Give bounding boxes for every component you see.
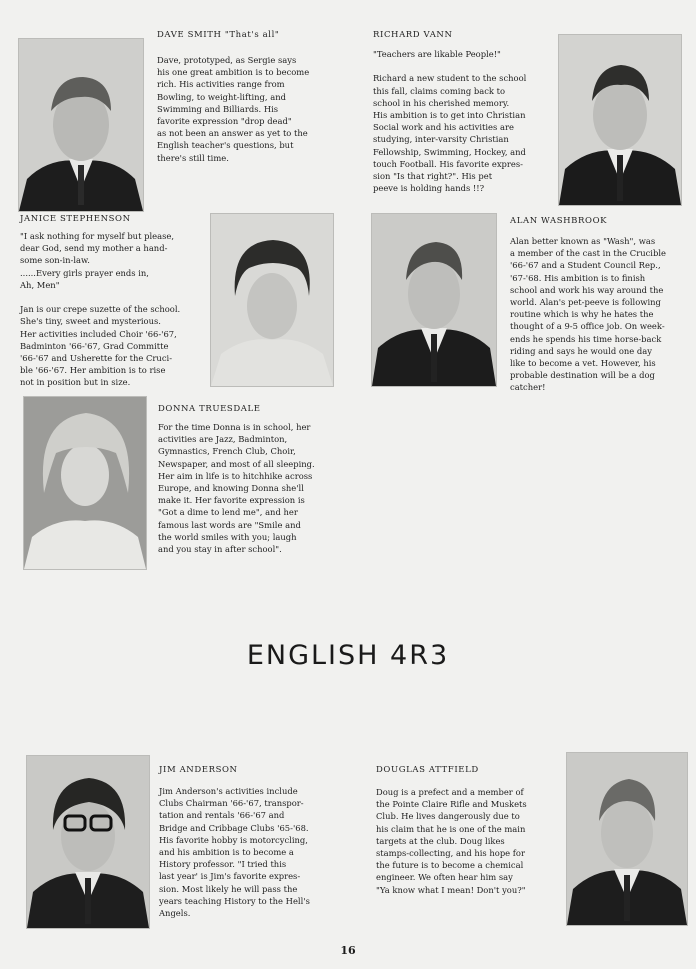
student-bio-alan-washbrook: Alan better known as "Wash", was a member of the cast in the Crucible '66-'67 and a Student Council Rep., '67-'68. His ambition is to finish school and work his way around the world. Alan's pet-peeve is following routine which is why he hates the thought of a 9-5 office job. On week- ends he spends his time horse-back riding and says he would one day like to become a vet. However, his probable destination will be a dog catcher! xyxy=(510,236,666,393)
student-photo-donna-truesdale xyxy=(23,396,147,570)
student-bio-dave-smith: Dave, prototyped, as Sergie says his one great ambition is to become rich. His activities range from Bowling, to weight-lifting, and Swimming and Billiards. His favorite expression "drop dead" as not been an answer as yet to the English teacher's questions, but there's still time. xyxy=(157,55,310,163)
student-photo-dave-smith xyxy=(18,38,144,212)
student-bio-jim-anderson: Jim Anderson's activities include Clubs Chairman '66-'67, transpor- tation and rentals '66-'67 and Bridge and Cribbage Clubs '65-'68. His favorite hobby is motorcycling, and his ambition is to become a History professor. "I tried this last year' is Jim's favorite expres- sion. Most likely he will pass the years teaching History to the Hell's Angels. xyxy=(159,786,310,919)
student-bio-donna-truesdale: For the time Donna is in school, her activities are Jazz, Badminton, Gymnastics, French Club, Choir, Newspaper, and most of all sleeping. Her aim in life is to hitchhike across Europe, and knowing Donna she'll make it. Her favorite expression is "Got a dime to lend me", and her famous last words are "Smile and the world smiles with you; laugh and you stay in after school". xyxy=(158,422,315,555)
student-photo-jim-anderson xyxy=(26,755,150,929)
student-name-jim-anderson: JIM ANDERSON xyxy=(159,765,238,775)
student-photo-douglas-attfield xyxy=(566,752,688,926)
student-photo-richard-vann xyxy=(558,34,682,206)
student-photo-alan-washbrook xyxy=(371,213,497,387)
student-bio-douglas-attfield: Doug is a prefect and a member of the Pointe Claire Rifle and Muskets Club. He lives dangerously due to his claim that he is one of the main targets at the club. Doug likes stamps-collecting, and his hope for the future is to become a chemical engineer. We often hear him say "Ya know what I mean! Don't you?" xyxy=(376,787,527,895)
student-name-dave-smith: DAVE SMITH "That's all" xyxy=(157,30,280,40)
student-bio-janice-stephenson: "I ask nothing for myself but please, dear God, send my mother a hand- some son-in-law. ......Every girls prayer ends in, Ah, Men" Jan is our crepe suzette of the school. She's tiny, sweet and mysterious. Her activities included Choir '66-'67, Badminton '66-'67, Grad Committe '66-'67 and Usherette for the Cruci- ble '66-'67. Her ambition is to rise not in position but in size. xyxy=(20,231,181,388)
student-bio-richard-vann: "Teachers are likable People!" Richard a new student to the school this fall, claims coming back to school in his cherished memory. His ambition is to get into Christian Social work and his activities are studying, inter-varsity Christian Fellowship, Swimming, Hockey, and touch Football. His favorite expres- sion "Is that right?". His pet peeve is holding hands !!? xyxy=(373,49,527,194)
student-name-janice-stephenson: JANICE STEPHENSON xyxy=(20,214,131,224)
student-name-alan-washbrook: ALAN WASHBROOK xyxy=(510,216,608,226)
student-name-richard-vann: RICHARD VANN xyxy=(373,30,453,40)
student-name-donna-truesdale: DONNA TRUESDALE xyxy=(158,404,261,414)
section-title: ENGLISH 4R3 xyxy=(246,640,450,671)
student-photo-janice-stephenson xyxy=(210,213,334,387)
student-name-douglas-attfield: DOUGLAS ATTFIELD xyxy=(376,765,479,775)
page-number: 16 xyxy=(340,944,356,957)
